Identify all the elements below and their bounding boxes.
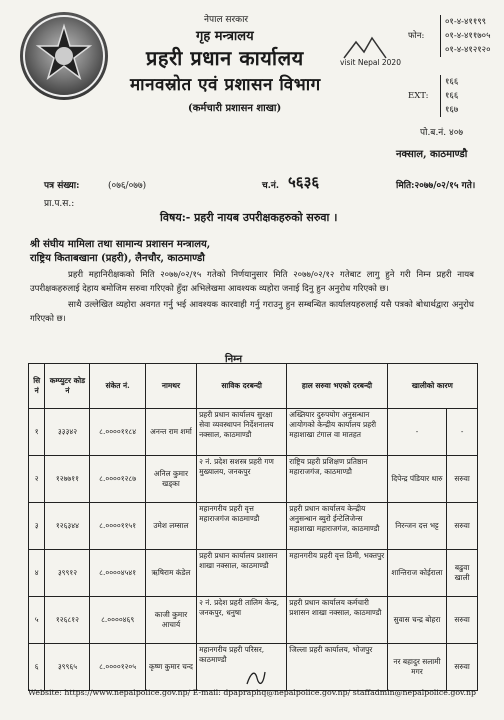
cell-previous-post: महानगरीय प्रहरी वृत्त महाराजगंज काठमाण्डौ (197, 503, 287, 550)
addressee-line-2: राष्ट्रिय किताबखाना (प्रहरी), लैनचौर, काठमाण्डौ (30, 253, 205, 264)
visit-nepal-text: visit Nepal 2020 (340, 58, 401, 67)
cell-sanket: ८.००००११८४ (90, 409, 145, 456)
cell-new-post: राष्ट्रिय प्रहरी प्रशिक्षण प्रतिष्ठान महाराजगंज, काठमाण्डौ (287, 456, 387, 503)
list-title: निम्न (225, 354, 243, 365)
cell-vacancy-name: - (387, 409, 446, 456)
cell-vacancy-name: नर बहादुर सलामी मगर (387, 644, 446, 691)
cell-previous-post: प्रहरी प्रधान कार्यालय सुरक्षा सेवा व्यवस्थापन निर्देशनालय नक्साल, काठमाण्डौ (197, 409, 287, 456)
emblem-icon (20, 12, 108, 100)
cell-code: ३९९१२ (45, 550, 90, 597)
cell-code: १२७७११ (45, 456, 90, 503)
cell-name: काजी कुमार आचार्य (145, 597, 196, 644)
cell-vacancy-reason: सरुवा (447, 503, 478, 550)
mountain-icon (340, 28, 390, 76)
col-header: कम्प्युटर कोड नं (45, 364, 90, 409)
addressee-line-1: श्री संघीय मामिला तथा सामान्य प्रशासन मन्त्रालय, (30, 239, 211, 250)
cell-new-post: जिल्ला प्रहरी कार्यालय, भोजपुर (287, 644, 387, 691)
cell-vacancy-reason: सरुवा (447, 644, 478, 691)
cell-sanket: ८.००००४६९ (90, 597, 145, 644)
dispatch-number: ५६३६ (288, 173, 320, 191)
cell-name: अनन्त राम शर्मा (145, 409, 196, 456)
table-row (29, 550, 478, 597)
col-header: सि नं (29, 364, 45, 409)
letter-date: मिति:२०७७/०२/१५ गते। (396, 181, 476, 191)
cell-sn: १ (29, 409, 45, 456)
cell-name: ऋषिराम कंडेल (145, 550, 196, 597)
section-title: (कर्मचारी प्रशासन शाखा) (188, 103, 282, 114)
cell-sanket: ८.००००११५१ (90, 503, 145, 550)
cell-vacancy-reason: सरुवा (447, 456, 478, 503)
col-header: संकेत नं. (90, 364, 145, 409)
cell-name: कृष्ण कुमार चन्द (145, 644, 196, 691)
ministry-label: गृह मन्त्रालय (196, 29, 254, 44)
transfer-table (28, 363, 478, 691)
dept-title: मानवस्रोत एवं प्रशासन विभाग (130, 75, 321, 95)
office-title: प्रहरी प्रधान कार्यालय (146, 46, 304, 70)
cell-new-post: महानगरीय प्रहरी वृत्त ठिमी, भक्तपुर (287, 550, 387, 597)
cell-sanket: ८.००००१२०५ (90, 644, 145, 691)
ext-number: १६६ (445, 77, 459, 87)
cell-new-post: प्रहरी प्रधान कार्यालय केन्द्रीय अनुसन्धान ब्युरो ईन्टेलिजेन्स महाशाखा महाराजगंज, काठमाण्डौ (287, 503, 387, 550)
cell-vacancy-name: शान्तिराज कोईराला (387, 550, 446, 597)
cell-previous-post: २ नं. प्रदेश सशस्त्र प्रहरी गण मुख्यालय, जनकपुर (197, 456, 287, 503)
ext-number: १६७ (445, 105, 459, 115)
cell-code: १२६८१२ (45, 597, 90, 644)
ref-label: पत्र संख्या: (44, 181, 80, 191)
cell-previous-post: २ नं. प्रदेश प्रहरी तालिम केन्द्र, जनकपुर, धनुषा (197, 597, 287, 644)
cell-new-post: प्रहरी प्रधान कार्यालय कर्मचारी प्रशासन शाखा नक्साल, काठमाण्डौ (287, 597, 387, 644)
office-location: नक्साल, काठमाण्डौ (396, 149, 468, 160)
cell-new-post: अख्तियार दुरुपयोग अनुसन्धान आयोगको केन्द्रीय कार्यालय प्रहरी महाशाखा टंगाल वा मातहत (287, 409, 387, 456)
phone-number: ०१-४-४१२१२० (445, 45, 491, 55)
dispatch-label: च.नं. (262, 181, 279, 191)
col-header: खालीको कारण (387, 364, 477, 409)
table-row (29, 456, 478, 503)
cell-sn: ३ (29, 503, 45, 550)
table-row (29, 597, 478, 644)
prapase-label: प्रा.प.स.: (44, 199, 75, 209)
signature-icon (245, 668, 267, 688)
cell-sn: ४ (29, 550, 45, 597)
body-paragraph-2: साथै उल्लेखित व्यहोरा अवगत गर्नु भई आवश्यक कारवाही गर्नु गराउनु हुन सम्बन्धित कार्यालयहरुलाई यसै पत्रको बोधार्थद्वारा अनुरोध गरिएको छ। (30, 300, 474, 324)
cell-sn: २ (29, 456, 45, 503)
ext-number: १६६ (445, 91, 459, 101)
cell-code: ३३३४२ (45, 409, 90, 456)
cell-sanket: ८.००००४५४१ (90, 550, 145, 597)
cell-sanket: ८.००००१२८७ (90, 456, 145, 503)
ext-label: EXT: (408, 91, 429, 101)
cell-code: १२६३४४ (45, 503, 90, 550)
cell-vacancy-name: निरन्जन दत्त भट्ट (387, 503, 446, 550)
col-header: नामथर (145, 364, 196, 409)
cell-vacancy-reason: सरुवा (447, 597, 478, 644)
cell-name: उमेश लम्साल (145, 503, 196, 550)
cell-vacancy-reason: बढुवा खाली (447, 550, 478, 597)
col-header: हाल सरुवा भएको दरबन्दी (287, 364, 387, 409)
govt-label: नेपाल सरकार (204, 15, 249, 25)
phone-number: ०१-४-४११९९ (445, 17, 487, 27)
cell-vacancy-name: सुवास चन्द्र बोहरा (387, 597, 446, 644)
po-box: पो.ब.नं. ४०७ (420, 128, 464, 138)
footer-contacts: Website: https://www.nepalpolice.gov.np/ E-mail: dpapraphq@nepalpolice.gov.np/ staffadmin@nepalpolice.gov.np (27, 688, 476, 697)
cell-sn: ५ (29, 597, 45, 644)
cell-name: अनिल कुमार खड्का (145, 456, 196, 503)
table-row (29, 409, 478, 456)
phone-label: फोन: (408, 31, 425, 41)
cell-sn: ६ (29, 644, 45, 691)
visit-nepal-logo (340, 28, 401, 76)
cell-code: ३९९६५ (45, 644, 90, 691)
table-header-row (29, 364, 478, 409)
table-row (29, 503, 478, 550)
subject-line: विषय:- प्रहरी नायब उपरीक्षकहरुको सरुवा । (160, 211, 338, 224)
cell-previous-post: प्रहरी प्रधान कार्यालय प्रशासन शाखा नक्साल, काठमाण्डौ (197, 550, 287, 597)
cell-vacancy-reason: - (447, 409, 478, 456)
cell-previous-post: महानगरीय प्रहरी परिसर, काठमाण्डौ (197, 644, 287, 691)
body-paragraph-1: प्रहरी महानिरीक्षकको मिति २०७७/०२/१५ गतेको निर्णयानुसार मिति २०७७/०२/१२ गतेबाट लागु हुने गरी निम्न प्रहरी नायब उपरीक्षकहरुलाई देहाय बमोजिम सरुवा गरिएको हुँदा अभिलेखमा आवश्यक व्यहोरा जनाई दिनु हुन अनुरोध गरिएको छ। (30, 270, 474, 294)
cell-vacancy-name: दिपेन्द्र पंडियार थारु (387, 456, 446, 503)
ref-value: (०७६/०७७) (108, 181, 147, 191)
phone-number: ०१-४-४११७०५ (445, 31, 491, 41)
nepal-police-logo (20, 12, 108, 100)
col-header: साविक दरबन्दी (197, 364, 287, 409)
